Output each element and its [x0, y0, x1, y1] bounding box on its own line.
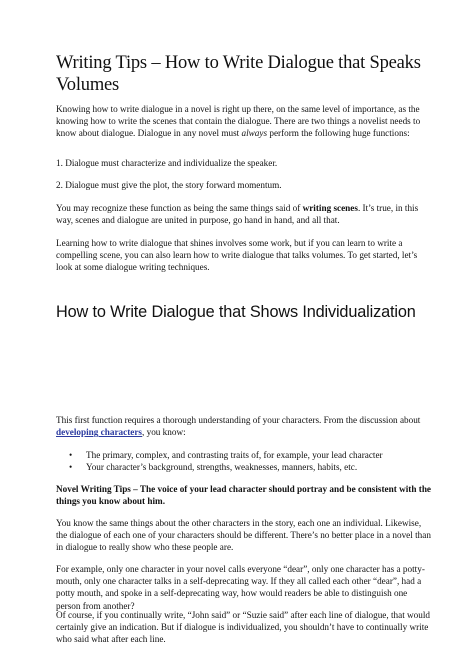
recognize-text-end: . It’s true, in this way, scenes and dialogue are united in purpose, go hand in hand, and all that.: [56, 203, 419, 226]
recognize-text-start: You may recognize these function as being the same things said of: [56, 203, 303, 213]
page-title: Writing Tips – How to Write Dialogue that Speaks Volumes: [56, 53, 421, 95]
intro-paragraph: [56, 103, 431, 140]
intro-emphasis: always: [241, 128, 268, 139]
list-item-text: The primary, complex, and contrasting traits of, for example, your lead character: [86, 450, 383, 460]
intro-text-end: perform the following huge functions:: [267, 128, 410, 139]
section-heading: How to Write Dialogue that Shows Individualization: [56, 303, 416, 321]
learning-paragraph: Learning how to write dialogue that shines involves some work, but if you can learn to write a compelling scene, you can also learn how to write dialogue that talks volumes. To get started, let’s look at some dialogue writing techniques.: [56, 238, 418, 273]
first-function-text-end: , you know:: [142, 427, 186, 438]
of-course-paragraph: Of course, if you continually write, “John said” or “Suzie said” after each line of dialogue, that would certainly give an indication. But if dialogue is individualized, you shouldn’t have to continually write who said what after each line.: [56, 610, 431, 645]
novel-writing-tips: Novel Writing Tips – The voice of your lead character should portray and be consistent with the things you know about him.: [56, 484, 432, 507]
developing-characters-link[interactable]: developing characters: [56, 427, 142, 438]
function-two: 2. Dialogue must give the plot, the story forward momentum.: [56, 180, 282, 190]
list-item-text: Your character’s background, strengths, weaknesses, manners, habits, etc.: [86, 462, 358, 473]
traits-list: [56, 449, 431, 473]
know-same-paragraph: You know the same things about the other characters in the story, each one an individual. Likewise, the dialogue of each one of your characters should be different. There’s no better place in a novel than in dialogue to really show who these people are.: [56, 518, 431, 553]
first-function-text-start: This first function requires a thorough understanding of your characters. From the discussion about: [56, 415, 421, 425]
first-function-paragraph: [56, 414, 431, 438]
function-one: 1. Dialogue must characterize and individualize the speaker.: [56, 158, 278, 168]
list-item: [56, 449, 431, 461]
recognize-bold: writing scenes: [302, 203, 358, 213]
recognize-paragraph: [56, 202, 431, 226]
intro-text-start: Knowing how to write dialogue in a novel is right up there, on the same level of importance, as the knowing how to write the scenes that contain the dialogue. There are two things a novelist needs to know about dialogue. Dialogue in any novel must: [56, 104, 421, 139]
list-item: [56, 461, 431, 473]
bullet-icon: •: [69, 462, 73, 473]
bullet-icon: •: [69, 450, 73, 460]
example-paragraph: For example, only one character in your novel calls everyone “dear”, only one character has a potty-mouth, only one character talks in a self-deprecating way. If they all called each other “dear”, had a potty mouth, and spoke in a self-deprecating way, how would readers be able to distinguish one person from another?: [56, 564, 425, 611]
